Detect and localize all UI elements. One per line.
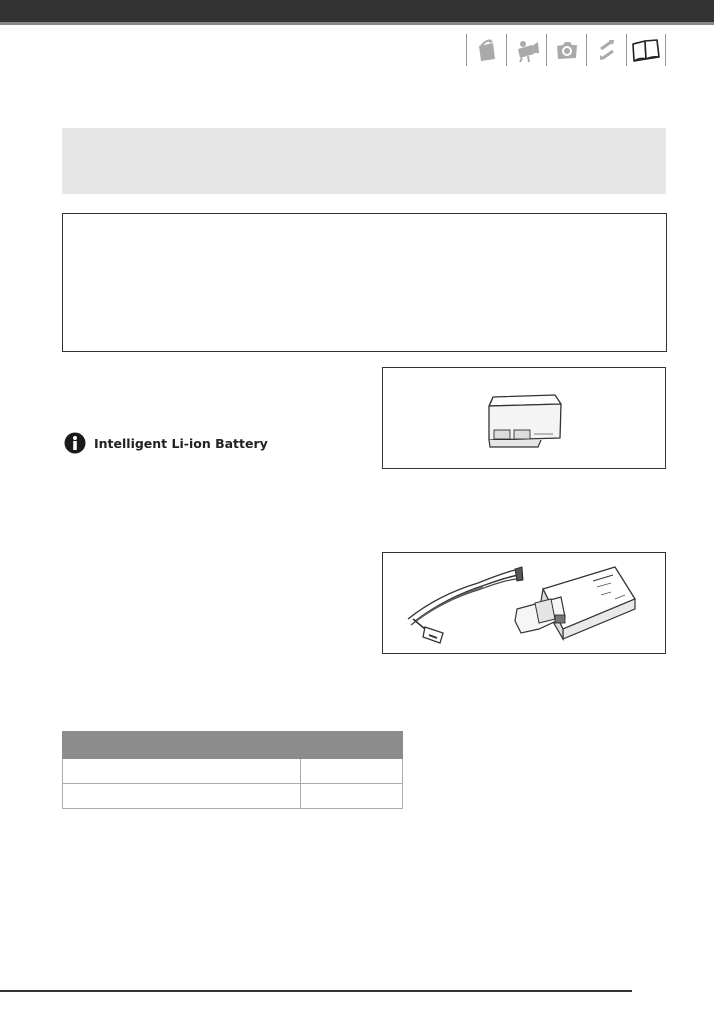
table-cell <box>63 759 301 784</box>
charger-and-cable-illustration <box>382 552 666 654</box>
top-header-bar <box>0 0 714 22</box>
table-header-cell <box>63 732 301 759</box>
intelligent-battery-text: Intelligent Li-ion Battery <box>94 435 268 451</box>
header-bar-shadow <box>0 22 714 25</box>
table-row <box>63 759 403 784</box>
table-cell <box>301 784 403 809</box>
camcorder-icon[interactable] <box>506 34 546 66</box>
section-heading-banner <box>62 128 666 194</box>
camera-icon[interactable] <box>546 34 586 66</box>
book-icon[interactable] <box>626 34 666 66</box>
table-header-row <box>63 732 403 759</box>
footer-rule <box>0 990 632 992</box>
info-icon <box>64 432 86 454</box>
spec-table <box>62 731 403 809</box>
note-box <box>62 213 667 352</box>
table-cell <box>301 759 403 784</box>
section-icon-nav <box>466 34 666 66</box>
movie-mode-icon[interactable] <box>466 34 506 66</box>
transfer-icon[interactable] <box>586 34 626 66</box>
table-header-cell <box>301 732 403 759</box>
intelligent-battery-label <box>64 432 268 454</box>
table-cell <box>63 784 301 809</box>
table-row <box>63 784 403 809</box>
battery-pack-illustration <box>382 367 666 469</box>
